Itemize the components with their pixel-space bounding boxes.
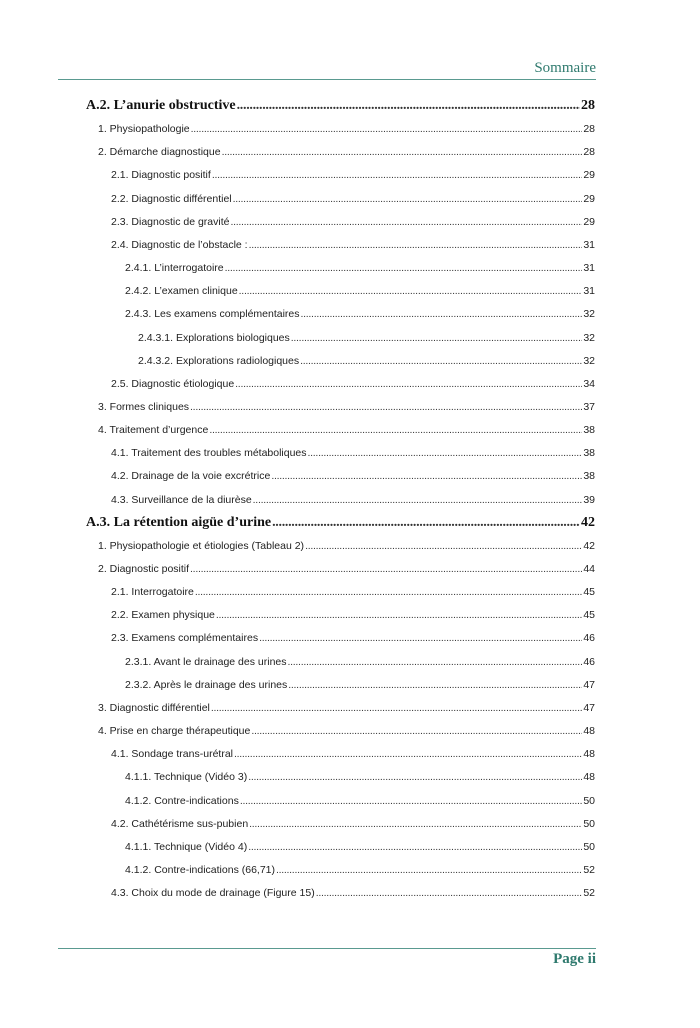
toc-entry[interactable] bbox=[125, 656, 595, 676]
toc-entry-page: 39 bbox=[583, 493, 595, 506]
dot-leader bbox=[239, 285, 583, 297]
toc-entry[interactable] bbox=[98, 563, 595, 583]
toc-entry-title: 2.1. Diagnostic positif bbox=[111, 169, 211, 182]
toc-entry-title: 1. Physiopathologie et étiologies (Tableau 2) bbox=[98, 539, 305, 552]
toc-entry-title: 2.2. Diagnostic différentiel bbox=[111, 192, 232, 205]
toc-entry[interactable] bbox=[111, 239, 595, 259]
toc-entry-title: 4.1.2. Contre-indications bbox=[125, 794, 239, 807]
dot-leader bbox=[233, 193, 583, 205]
toc-entry-title: A.2. L’anurie obstructive bbox=[86, 98, 236, 113]
toc-entry-page: 32 bbox=[583, 354, 595, 367]
toc-entry-title: 2.2. Examen physique bbox=[111, 609, 215, 622]
dot-leader bbox=[191, 123, 583, 135]
toc-entry-page: 42 bbox=[581, 514, 595, 530]
toc-entry-page: 32 bbox=[583, 331, 595, 344]
dot-leader bbox=[190, 401, 582, 413]
toc-entry[interactable] bbox=[111, 632, 595, 652]
toc-entry-page: 28 bbox=[583, 123, 595, 136]
header-divider bbox=[58, 79, 596, 80]
toc-entry-title: 2. Diagnostic positif bbox=[98, 563, 190, 575]
toc-entry-page: 31 bbox=[583, 238, 595, 251]
toc-entry-page: 34 bbox=[583, 377, 595, 390]
toc-entry-title: 2.4.3.2. Explorations radiologiques bbox=[138, 354, 300, 367]
dot-leader bbox=[230, 216, 582, 228]
toc-entry-title: 2.4.3. Les examens complémentaires bbox=[125, 308, 300, 321]
dot-leader bbox=[291, 332, 583, 344]
dot-leader bbox=[316, 887, 583, 899]
toc-entry-title: 2.3.2. Après le drainage des urines bbox=[125, 678, 288, 691]
toc-entry-title: 4.1. Sondage trans-urétral bbox=[111, 748, 233, 761]
toc-entry[interactable] bbox=[111, 586, 595, 606]
toc-entry[interactable] bbox=[111, 470, 595, 490]
toc-entry-title: 2.3. Examens complémentaires bbox=[111, 632, 259, 645]
toc-entry[interactable] bbox=[111, 216, 595, 236]
toc-entry[interactable] bbox=[111, 818, 595, 838]
page-number: Page ii bbox=[553, 951, 596, 967]
toc-entry-page: 31 bbox=[583, 285, 595, 298]
toc-entry-title: 2.3.1. Avant le drainage des urines bbox=[125, 655, 287, 668]
toc-entry-title: 4. Prise en charge thérapeutique bbox=[98, 725, 251, 738]
dot-leader bbox=[209, 424, 582, 436]
dot-leader bbox=[249, 239, 583, 251]
toc-section-heading[interactable] bbox=[86, 98, 595, 118]
toc-entry-page: 48 bbox=[583, 725, 595, 738]
dot-leader bbox=[190, 563, 582, 575]
toc-entry[interactable] bbox=[98, 702, 595, 722]
toc-entry[interactable] bbox=[111, 887, 595, 907]
toc-entry-title: A.3. La rétention aigüe d’urine bbox=[86, 514, 272, 530]
toc-entry-page: 46 bbox=[583, 655, 595, 668]
dot-leader bbox=[272, 515, 580, 531]
toc-entry[interactable] bbox=[111, 447, 595, 467]
toc-entry-page: 45 bbox=[583, 586, 595, 599]
dot-leader bbox=[195, 586, 582, 598]
toc-entry-page: 47 bbox=[583, 701, 595, 714]
toc-entry[interactable] bbox=[125, 285, 595, 305]
toc-entry-title: 2.4.2. L’examen clinique bbox=[125, 285, 238, 298]
toc-entry[interactable] bbox=[98, 725, 595, 745]
footer-divider bbox=[58, 948, 596, 949]
toc-entry-page: 29 bbox=[583, 169, 595, 182]
toc-entry-page: 42 bbox=[583, 539, 595, 552]
dot-leader bbox=[234, 748, 582, 760]
dot-leader bbox=[271, 470, 582, 482]
dot-leader bbox=[249, 818, 582, 830]
toc-entry-page: 45 bbox=[583, 609, 595, 622]
toc-entry[interactable] bbox=[111, 748, 595, 768]
toc-entry-page: 50 bbox=[583, 794, 595, 807]
dot-leader bbox=[237, 98, 580, 114]
toc-entry-page: 50 bbox=[583, 817, 595, 830]
toc-section-heading[interactable] bbox=[86, 515, 595, 535]
header-title: Sommaire bbox=[534, 60, 596, 76]
toc-entry-title: 2. Démarche diagnostique bbox=[98, 146, 221, 159]
toc-entry[interactable] bbox=[111, 609, 595, 629]
toc-entry-page: 28 bbox=[583, 146, 595, 159]
dot-leader bbox=[240, 795, 582, 807]
toc-entry[interactable] bbox=[138, 355, 595, 375]
dot-leader bbox=[305, 540, 582, 552]
toc-entry[interactable] bbox=[98, 540, 595, 560]
toc-entry[interactable] bbox=[98, 123, 595, 143]
dot-leader bbox=[216, 609, 582, 621]
toc-entry-title: 4.1.1. Technique (Vidéo 3) bbox=[125, 771, 248, 784]
dot-leader bbox=[259, 632, 582, 644]
dot-leader bbox=[288, 679, 582, 691]
toc-entry-title: 4.2. Drainage de la voie excrétrice bbox=[111, 470, 271, 483]
toc-entry-page: 29 bbox=[583, 215, 595, 228]
toc-entry-page: 52 bbox=[583, 863, 595, 876]
toc-entry-title: 4.1.1. Technique (Vidéo 4) bbox=[125, 840, 248, 853]
toc-entry-page: 48 bbox=[583, 748, 595, 761]
dot-leader bbox=[276, 864, 582, 876]
toc-entry-title: 2.4. Diagnostic de l’obstacle : bbox=[111, 238, 248, 251]
toc-entry-page: 52 bbox=[583, 887, 595, 900]
toc-entry[interactable] bbox=[98, 146, 595, 166]
dot-leader bbox=[225, 262, 583, 274]
toc-entry-title: 2.3. Diagnostic de gravité bbox=[111, 215, 230, 228]
toc-entry[interactable] bbox=[125, 841, 595, 861]
toc-entry[interactable] bbox=[111, 494, 595, 514]
dot-leader bbox=[248, 841, 582, 853]
dot-leader bbox=[301, 308, 583, 320]
toc-entry-page: 38 bbox=[583, 447, 595, 460]
toc-entry[interactable] bbox=[98, 401, 595, 421]
toc-entry[interactable] bbox=[125, 864, 595, 884]
toc-entry-page: 44 bbox=[583, 563, 595, 575]
toc-entry[interactable] bbox=[125, 795, 595, 815]
toc-entry-title: 4.3. Choix du mode de drainage (Figure 15) bbox=[111, 887, 315, 900]
toc-entry-title: 4.1. Traitement des troubles métaboliques bbox=[111, 447, 307, 460]
toc-entry-title: 4.3. Surveillance de la diurèse bbox=[111, 493, 252, 506]
dot-leader bbox=[288, 656, 583, 668]
toc-entry[interactable] bbox=[125, 679, 595, 699]
toc-entry-title: 3. Diagnostic différentiel bbox=[98, 701, 210, 714]
toc-entry-page: 38 bbox=[583, 470, 595, 483]
toc-entry-title: 2.4.1. L’interrogatoire bbox=[125, 262, 224, 275]
dot-leader bbox=[212, 169, 583, 181]
toc-entry-page: 32 bbox=[583, 308, 595, 321]
toc-entry-page: 46 bbox=[583, 632, 595, 645]
toc-entry-page: 29 bbox=[583, 192, 595, 205]
toc-entry-title: 1. Physiopathologie bbox=[98, 123, 190, 136]
toc-entry[interactable] bbox=[125, 771, 595, 791]
toc-entry[interactable] bbox=[138, 332, 595, 352]
toc-entry-title: 4. Traitement d’urgence bbox=[98, 424, 209, 437]
dot-leader bbox=[300, 355, 582, 367]
toc-entry[interactable] bbox=[125, 262, 595, 282]
toc-entry[interactable] bbox=[111, 193, 595, 213]
toc-entry-page: 28 bbox=[581, 98, 595, 113]
toc-entry[interactable] bbox=[111, 169, 595, 189]
toc-entry-page: 38 bbox=[583, 424, 595, 437]
toc-entry[interactable] bbox=[98, 424, 595, 444]
dot-leader bbox=[235, 378, 582, 390]
dot-leader bbox=[251, 725, 582, 737]
toc-entry-title: 2.4.3.1. Explorations biologiques bbox=[138, 331, 290, 344]
dot-leader bbox=[248, 771, 582, 783]
toc-entry[interactable] bbox=[125, 308, 595, 328]
toc-entry-title: 3. Formes cliniques bbox=[98, 400, 190, 413]
dot-leader bbox=[211, 702, 582, 714]
dot-leader bbox=[222, 146, 583, 158]
toc-entry-page: 31 bbox=[583, 262, 595, 275]
toc-entry-title: 4.1.2. Contre-indications (66,71) bbox=[125, 863, 275, 876]
toc-entry-title: 2.1. Interrogatoire bbox=[111, 586, 194, 599]
dot-leader bbox=[308, 447, 583, 459]
toc-entry-title: 4.2. Cathétérisme sus-pubien bbox=[111, 817, 249, 830]
toc-entry-page: 48 bbox=[583, 771, 595, 784]
toc-entry-page: 37 bbox=[583, 400, 595, 413]
toc-entry-page: 47 bbox=[583, 678, 595, 691]
dot-leader bbox=[253, 494, 583, 506]
toc-entry-title: 2.5. Diagnostic étiologique bbox=[111, 377, 235, 390]
toc-entry-page: 50 bbox=[583, 840, 595, 853]
toc-entry[interactable] bbox=[111, 378, 595, 398]
